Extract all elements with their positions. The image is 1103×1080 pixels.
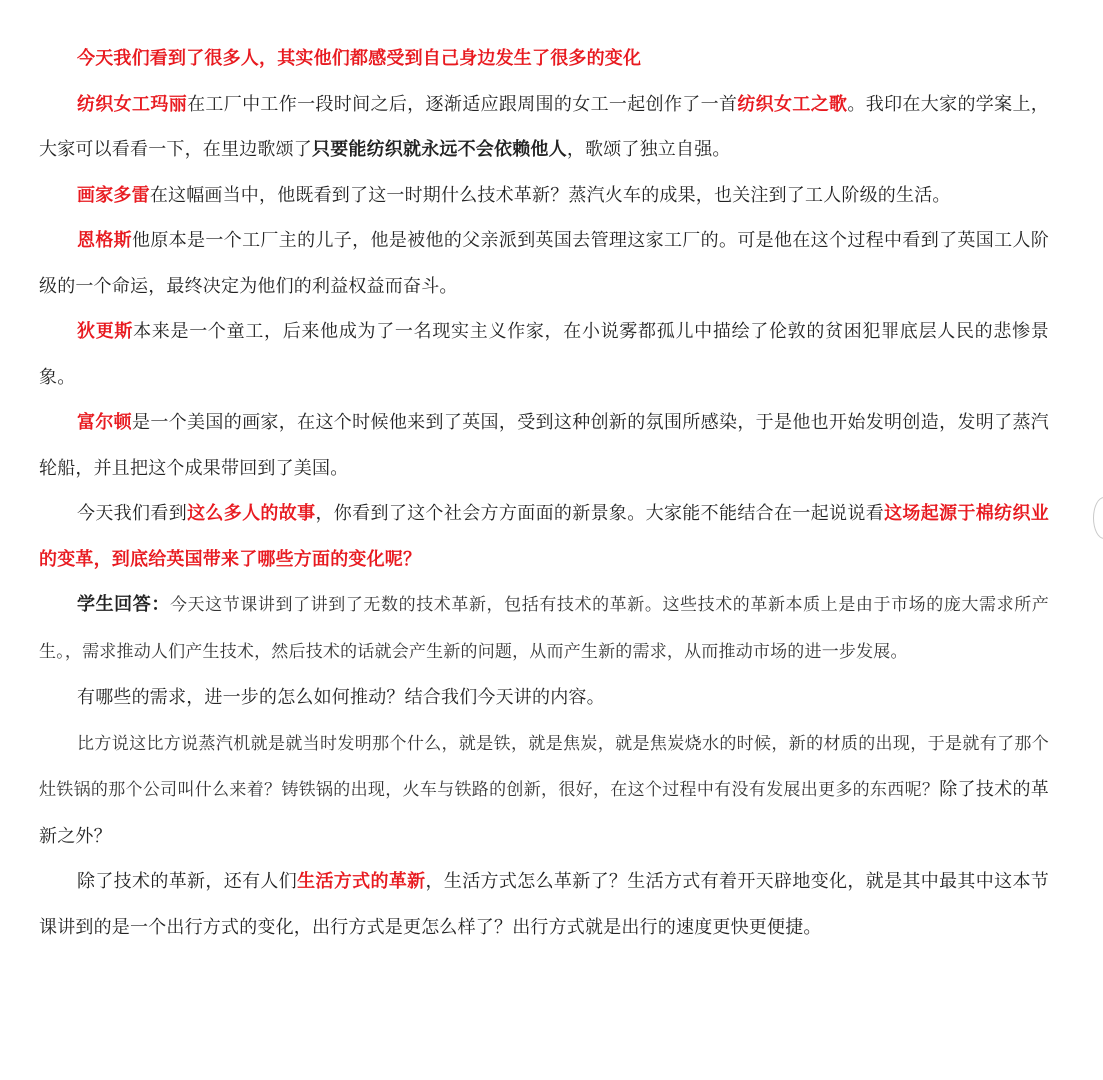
body-text: 本来是一个童工，后来他成为了一名现实主义作家，在小说雾都孤儿中描绘了伦敦的贫困犯罪底层人民的悲惨景象。 [39,321,1049,388]
body-text: 。我印在大家的学案上，大家可以看看一下，在里边歌颂了 [39,93,1050,160]
answer-label: 学生回答： [77,594,170,615]
paragraph-engels [39,218,1049,309]
paragraph-followup [39,675,1049,721]
person-name: 富尔顿 [77,412,133,433]
body-text: 他原本是一个工厂主的儿子，他是被他的父亲派到英国去管理这家工厂的。可是他在这个过程中看到了英国工人阶级的一个命运，最终决定为他们的利益权益而奋斗。 [39,230,1049,297]
body-text: 在这幅画当中，他既看到了这一时期什么技术革新？蒸汽火车的成果，也关注到了工人阶级的生活。 [149,184,951,206]
paragraph-question [39,491,1049,582]
body-text: ，你看到了这个社会方方面面的新景象。大家能不能结合在一起说说看 [315,503,885,524]
body-text: ，歌颂了独立自强。 [566,139,731,160]
highlight-text: 纺织女工之歌 [737,93,848,115]
paragraph-student-answer [39,582,1049,675]
paragraph-lifestyle [39,859,1049,950]
scroll-handle[interactable] [1093,497,1103,539]
paragraph-mary [39,82,1049,173]
highlight-text: 生活方式的革新 [297,871,426,892]
person-name: 恩格斯 [77,230,133,251]
highlight-text: 今天我们看到了很多人，其实他们都感受到自己身边发生了很多的变化 [77,48,642,69]
body-text: 除了技术的革新之外？ [39,779,1049,847]
paragraph-fulton [39,400,1049,491]
body-text: 除了技术的革新，还有人们 [77,871,298,892]
body-text: 是一个美国的画家，在这个时候他来到了英国，受到这种创新的氛围所感染，于是他也开始发明创造，发明了蒸汽轮船，并且把这个成果带回到了美国。 [39,412,1049,479]
body-text: 今天我们看到 [77,503,188,524]
answer-text: 比方说这比方说蒸汽机就是就当时发明那个什么，就是铁，就是焦炭，就是焦炭烧水的时候，新的材质的出现，于是就有了那个灶铁锅的那个公司叫什么来着？铸铁锅的出现，火车与铁路的创新，很好，在这个过程中有没有发展出更多的东西呢？ [39,733,1049,800]
person-name: 狄更斯 [77,321,134,342]
paragraph-dore [39,173,1049,219]
document-body [39,36,1049,950]
quote-text: 只要能纺织就永远不会依赖他人 [312,139,567,160]
body-text: 有哪些的需求，进一步的怎么如何推动？结合我们今天讲的内容。 [77,687,605,708]
body-text: 在工厂中工作一段时间之后，逐渐适应跟周围的女工一起创作了一首 [187,93,738,115]
person-name: 纺织女工玛丽 [77,93,188,115]
paragraph-student-example [39,721,1049,860]
body-text: ，生活方式怎么革新了？生活方式有着开天辟地变化，就是其中最其中这本节课讲到的是一个出行方式的变化，出行方式是更怎么样了？出行方式就是出行的速度更快更便捷。 [39,871,1050,938]
paragraph-dickens [39,309,1049,400]
answer-text: 今天这节课讲到了讲到了无数的技术革新，包括有技术的革新。这些技术的革新本质上是由于市场的庞大需求所产生。，需求推动人们产生技术，然后技术的话就会产生新的问题，从而产生新的需求，从而推动市场的进一步发展。 [39,595,1050,662]
person-name: 画家多雷 [77,184,150,206]
paragraph-intro [39,36,1049,82]
highlight-text: 这场起源于棉纺织业的变革，到底给英国带来了哪些方面的变化呢？ [39,503,1049,570]
highlight-text: 这么多人的故事 [187,503,316,524]
